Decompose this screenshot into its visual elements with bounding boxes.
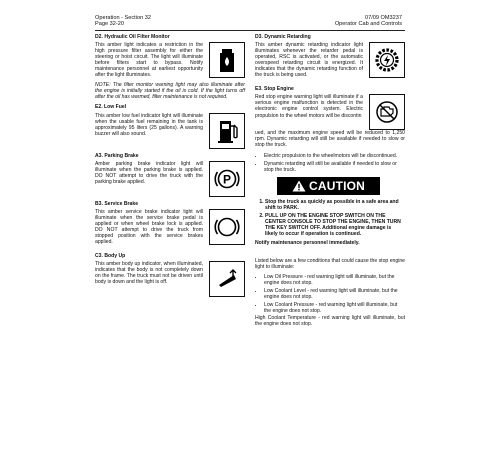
e3-heading: E3. Stop Engine [255,86,294,93]
chapter-title: Operator Cab and Controls [334,21,402,28]
header-left [95,15,151,28]
conditions-intro: Listed below are a few conditions that could cause the stop engine light to illuminate: [255,257,405,271]
b3-heading: B3. Service Brake [95,200,139,207]
header-rule [95,30,405,31]
e3-body-part2: ued, and the maximum engine speed will be reduced to 1,250 rpm. Dynamic retarding will still be available if needed to slow or stop the truck. [255,130,405,149]
header-right [335,15,402,28]
service-brake-icon [209,209,245,245]
caution-steps [255,199,405,237]
list-item: • Dynamic retarding will still be available if needed to slow or stop the truck. [264,161,405,173]
svg-text:P: P [222,172,232,187]
body-up-icon [209,261,245,297]
warning-triangle-icon [292,180,306,192]
e3-bullets [255,153,405,173]
conditions-tail: High Coolant Temperature - red warning light will illuminate, but the engine does not stop. [255,315,405,328]
c3-heading: C3. Body Up [95,252,126,259]
list-item: • Low Oil Pressure - red warning light will illuminate, but the engine does not stop. [264,274,405,286]
e2-body: This amber low fuel indicator light will illuminate when the usable fuel remaining in the tank is approximately 95 liters (25 gallons). A warning buzzer will also sound. [95,112,203,137]
fuel-pump-icon [209,113,245,149]
page-number: Page 32-20 [95,21,124,28]
a3-body: Amber parking brake indicator light will illuminate when the parking brake is applied. DO NOT attempt to drive the truck with the parking brake applied. [95,160,203,185]
conditions-list [255,274,405,314]
dynamic-retarding-icon [369,42,405,78]
right-column [255,34,405,331]
d3-heading: D3. Dynamic Retarding [255,34,311,40]
d3-body: This amber dynamic retarding indicator light illuminates whenever the retarder pedal is operated, RSC is activated, or the automatic overspeed retarding circuit is energized. It indicates that the dynamic retarding function of the truck is being used. [255,42,363,79]
d2-body: This amber light indicates a restriction in the high pressure filter assembly for either the steering or hoist circuit. The light will illuminate before filters start to bypass. Notify maintenance personnel at earliest opportunity after the light illuminates. [95,42,203,79]
section-d2 [95,34,245,100]
section-e3 [255,86,405,172]
section-label: Operation - Section 32 [95,15,151,21]
section-a3 [95,153,245,197]
left-column [95,34,245,297]
e3-body-part1: Red stop engine warning light will illuminate if a serious engine malfunction is detected in the electronic engine control system. Electric propulsion to the wheel motors will be discontin [255,94,363,119]
parking-brake-icon [209,161,245,197]
section-d3 [255,34,405,82]
caution-banner [277,177,380,195]
notify-text: Notify maintenance personnel immediately. [255,239,360,246]
d2-note: NOTE: The filter monitor warning light may also illuminate after the engine is initially started if the oil is cold. If the light turns off after the oil has warmed, filter maintenance is not required. [95,82,245,101]
section-e2 [95,104,245,148]
section-c3 [95,253,245,297]
list-item: • Low Coolant Level - red warning light will illuminate, but the engine does not stop. [264,288,405,300]
list-item: • Low Coolant Pressure - red warning light will illuminate, but the engine does not stop. [264,302,405,314]
hydraulic-filter-icon [209,42,245,78]
d2-heading: D2. Hydraulic Oil Filter Monitor [95,34,170,40]
caution-label: CAUTION [308,178,366,193]
list-item: 1. Stop the truck as quickly as possible in a safe area and shift to PARK. [265,199,405,211]
list-item: • Electric propulsion to the wheelmotors will be discontinued. [264,153,405,159]
stop-engine-icon [369,94,405,130]
section-b3 [95,201,245,249]
doc-id: 07/09 OM3237 [364,15,402,21]
b3-body: This amber service brake indicator light will illuminate when the service brake pedal is applied or when wheel brake lock is applied. DO NOT attempt to drive the truck from stopped position with the service brakes applied. [95,208,203,245]
a3-heading: A3. Parking Brake [95,152,139,159]
e2-heading: E2. Low Fuel [95,104,127,111]
list-item: 2. PULL UP ON THE ENGINE STOP SWITCH ON THE CENTER CONSOLE TO STOP THE ENGINE, THEN TURN THE KEY SWITCH OFF. Additional engine damage is likely to occur if operation is continued. [265,213,405,237]
c3-body: This amber body up indicator, when illuminated, indicates that the body is not completely down on the frame. The truck must not be driven until body is down and the light is off. [95,260,203,286]
